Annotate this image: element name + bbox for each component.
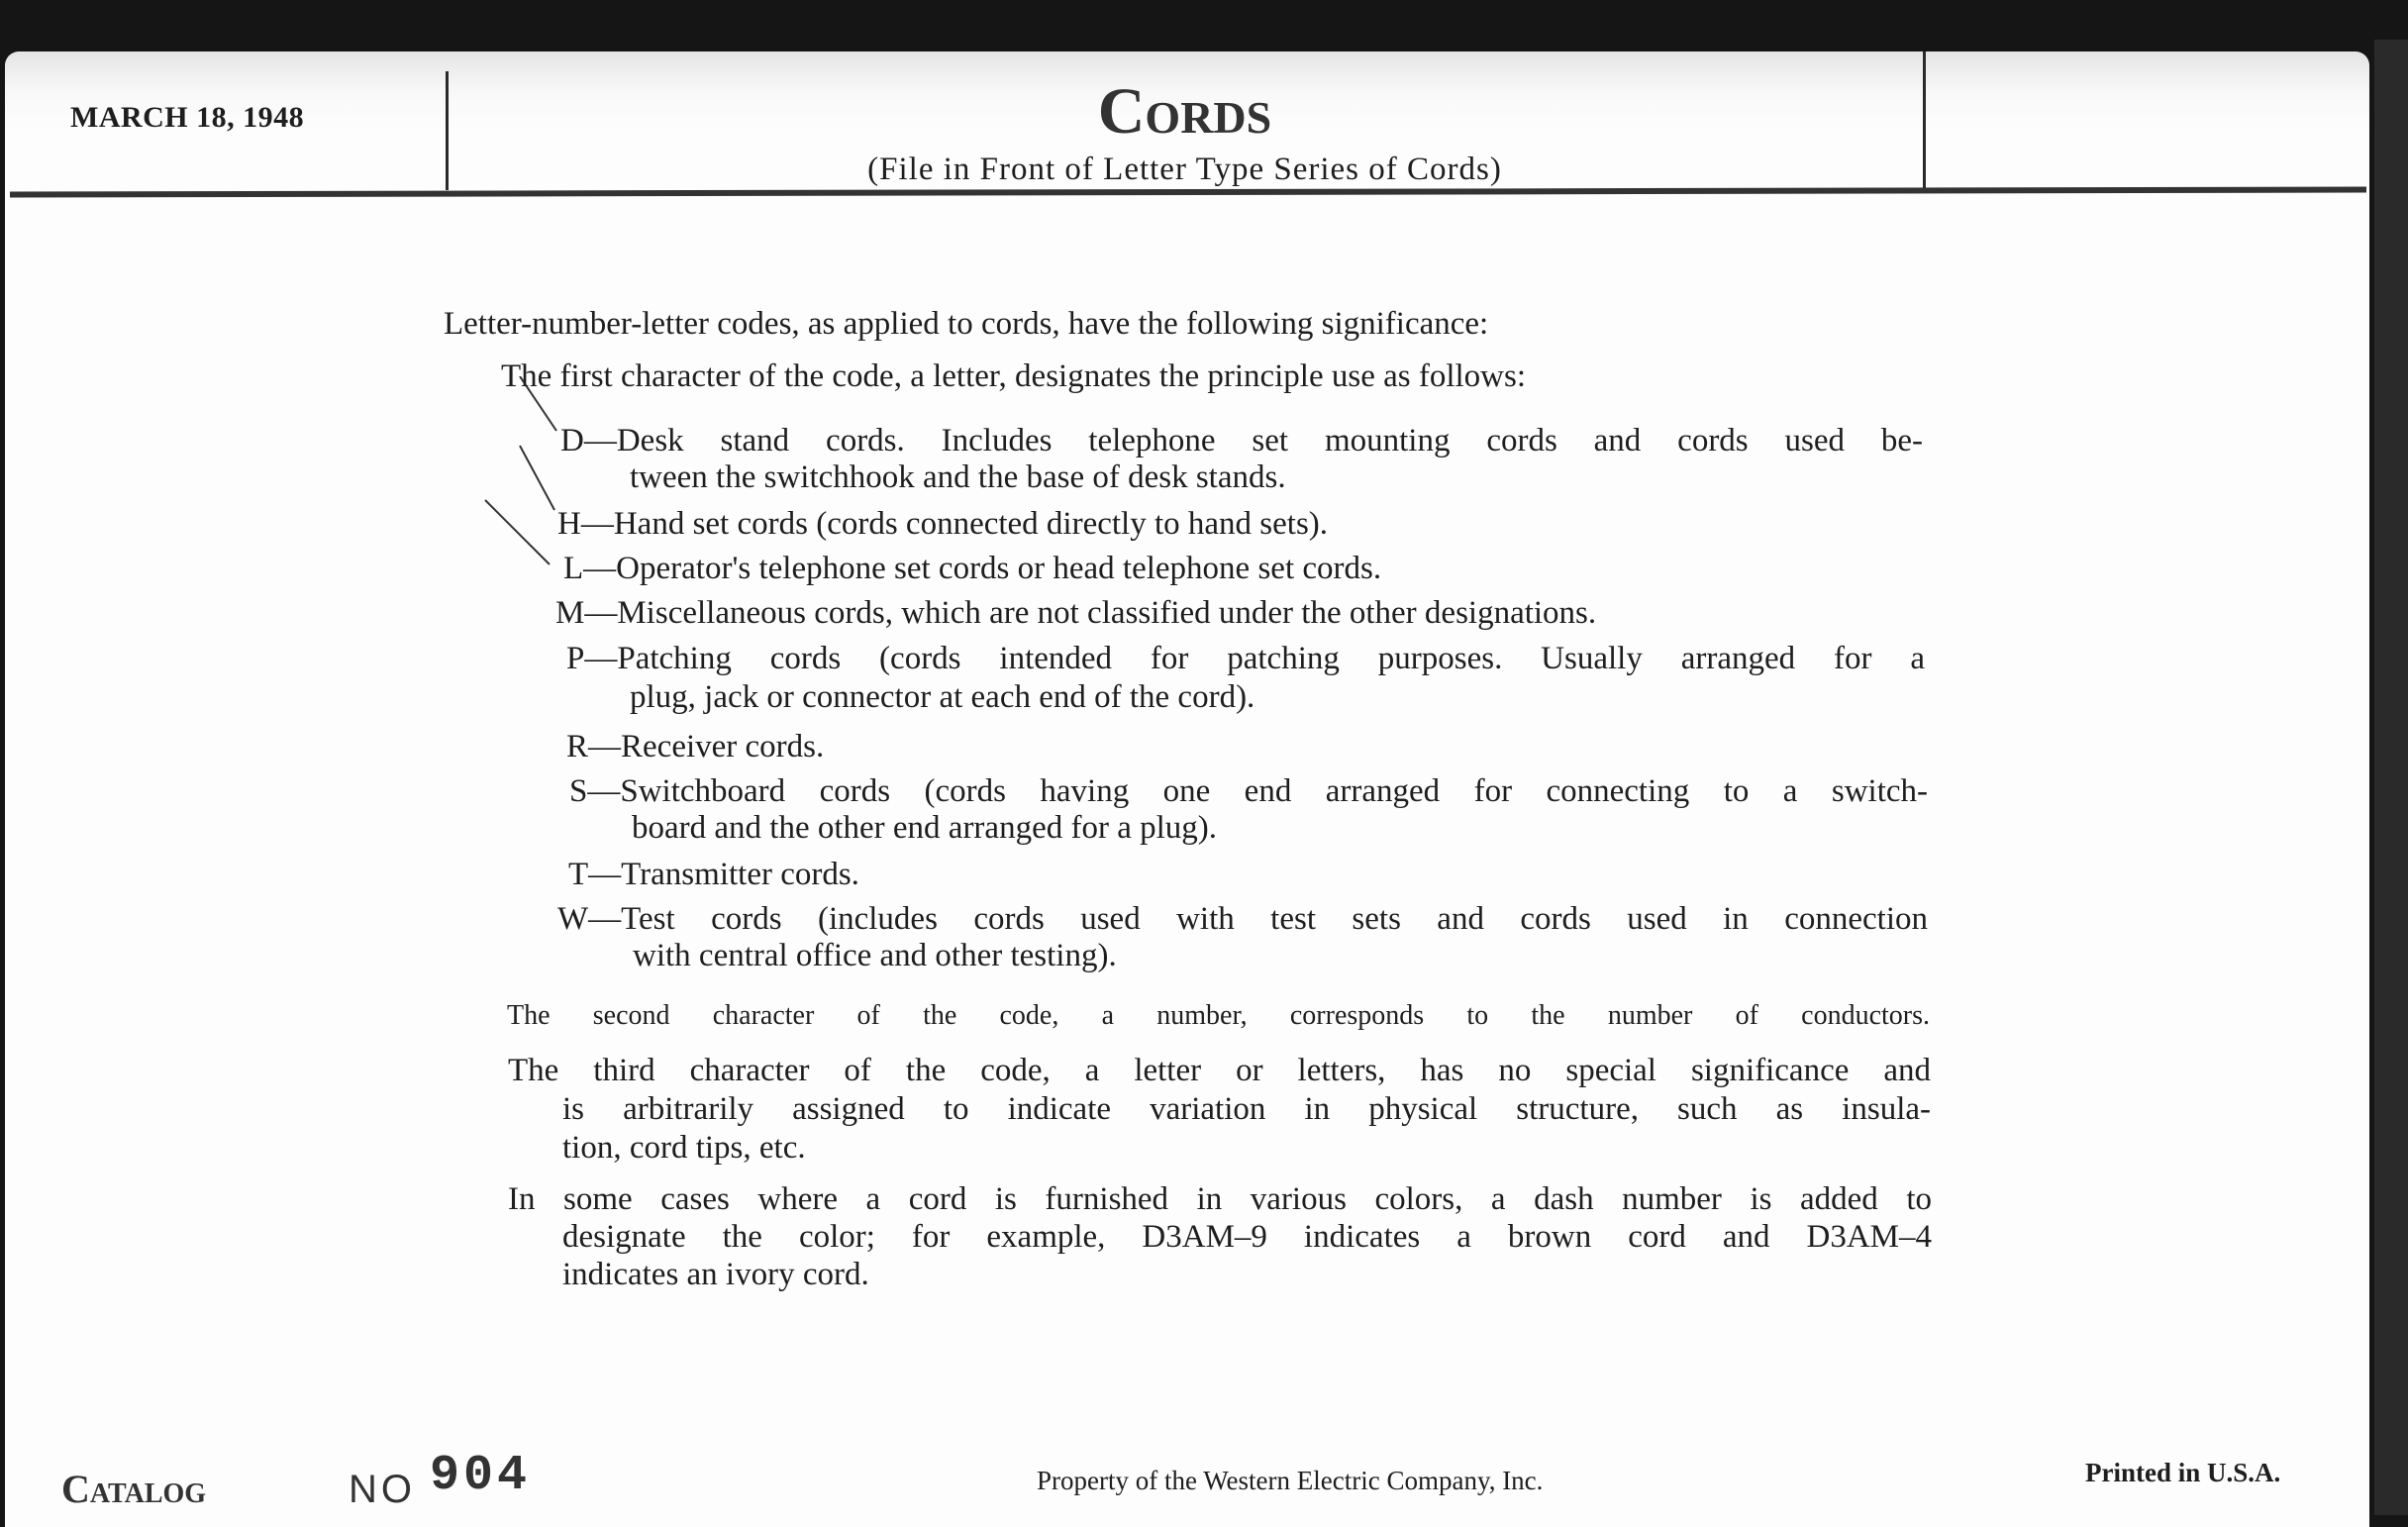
item-code: S— [569,773,621,809]
third-character-line-2: is arbitrarily assigned to indicate variation in physical structure, such as insula- [562,1091,1931,1127]
item-p-cont: plug, jack or connector at each end of the cord). [630,679,1255,715]
item-l [563,553,1381,585]
item-text: Patching cords (cords intended for patching purposes. Usually arranged for a [617,641,1925,676]
printed-in-usa: Printed in U.S.A. [2085,1458,2281,1487]
pencil-check-marks [475,376,574,574]
item-code: H— [557,506,614,542]
item-w-cont: with central office and other testing). [633,938,1117,973]
item-text: Hand set cords (cords connected directly to hand sets). [613,506,1329,542]
scan-edge [2374,40,2408,1515]
item-text: Test cords (includes cords used with test sets and cords used in connection [621,901,1928,937]
third-character-line-3: tion, cord tips, etc. [562,1130,806,1166]
item-r [566,731,824,764]
item-s [569,775,1928,808]
item-w [557,903,1928,936]
color-note-line-1: In some cases where a cord is furnished in various colors, a dash number is added to [508,1181,1932,1217]
item-code: L— [563,551,617,586]
item-m [555,597,1596,630]
item-t [568,859,859,891]
page-title: Cords [1097,75,1272,148]
item-text: Receiver cords. [621,729,825,764]
item-code: T— [568,857,622,892]
item-text: Transmitter cords. [621,857,859,892]
catalog-no-label: NO [349,1468,416,1511]
item-h [557,508,1328,541]
third-character-line-1: The third character of the code, a letter or letters, has no special significance and [508,1053,1931,1088]
header-divider-right [1923,51,1926,188]
issue-date: MARCH 18, 1948 [70,101,305,134]
item-d [560,425,1923,458]
item-code: W— [557,901,622,937]
color-note-line-2: designate the color; for example, D3AM–9 indicates a brown cord and D3AM–4 [562,1219,1932,1255]
item-text: Operator's telephone set cords or head telephone set cords. [616,551,1382,586]
property-notice: Property of the Western Electric Company, Inc. [1037,1466,1544,1495]
page-subtitle: (File in Front of Letter Type Series of Cords) [867,152,1502,187]
item-text: Miscellaneous cords, which are not classified under the other designations. [617,595,1597,631]
second-character-text: The second character of the code, a number, corresponds to the number of conductors. [507,1000,1930,1031]
item-code: R— [566,729,622,764]
item-code: P— [566,641,618,676]
item-text: Desk stand cords. Includes telephone set mounting cords and cords used be- [616,423,1923,458]
item-text: Switchboard cords (cords having one end arranged for connecting to a switch- [620,773,1928,809]
item-p [566,643,1925,675]
item-code: M— [555,595,618,631]
item-s-cont: board and the other end arranged for a plug). [632,810,1218,846]
item-d-cont: tween the switchhook and the base of desk stands. [630,459,1286,495]
catalog-label: Catalog [61,1467,207,1511]
color-note-line-3: indicates an ivory cord. [562,1257,869,1292]
first-character-text: The first character of the code, a letter, designates the principle use as follows: [501,358,1527,394]
catalog-number: 904 [430,1448,532,1504]
item-code: D— [560,423,617,458]
intro-text: Letter-number-letter codes, as applied to cords, have the following significance: [444,306,1489,342]
